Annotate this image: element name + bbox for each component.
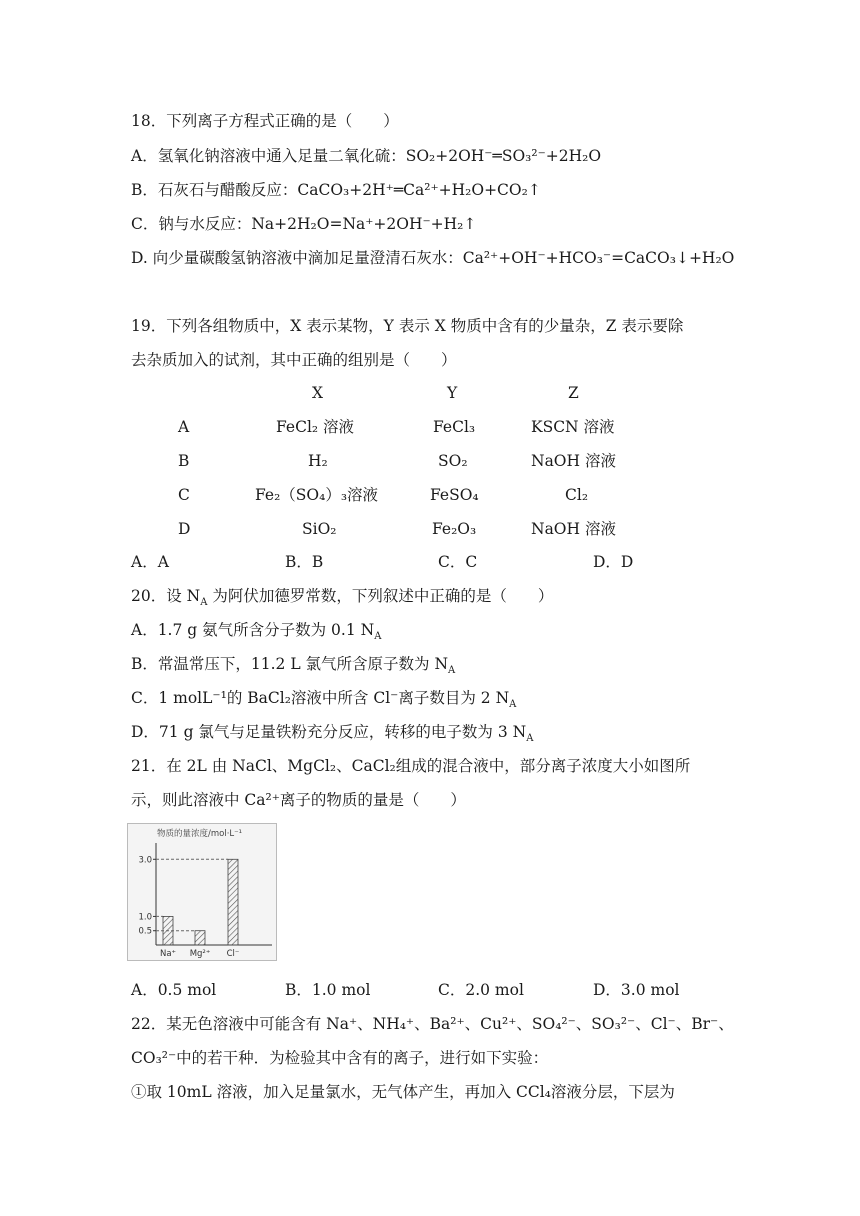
cell-x: H₂ xyxy=(308,452,328,470)
cell-x: Fe₂（SO₄）₃溶液 xyxy=(255,486,379,504)
cell-z: KSCN 溶液 xyxy=(531,418,615,436)
q18-option-d: D. 向少量碳酸氢钠溶液中滴加足量澄清石灰水：Ca²⁺+OH⁻+HCO₃⁻=CaCO₃↓+H₂O xyxy=(131,249,735,267)
row-label: C xyxy=(178,486,190,504)
x-tick-label: Cl⁻ xyxy=(226,949,240,959)
row-label: D xyxy=(178,520,191,538)
table-header-y: Y xyxy=(447,384,458,402)
q21-option-b: B．1.0 mol xyxy=(285,981,371,999)
cell-x: FeCl₂ 溶液 xyxy=(276,418,355,436)
q18-stem: 18．下列离子方程式正确的是（ ） xyxy=(131,112,399,130)
q21-stem-line2: 示，则此溶液中 Ca²⁺离子的物质的量是（ ） xyxy=(131,791,466,809)
q22-line1: 22．某无色溶液中可能含有 Na⁺、NH₄⁺、Ba²⁺、Cu²⁺、SO₄²⁻、SO₃²⁻、Cl⁻、Br⁻、 xyxy=(131,1015,734,1033)
q21-stem-line1: 21．在 2L 由 NaCl、MgCl₂、CaCl₂组成的混合液中，部分离子浓度大小如图所 xyxy=(131,757,691,775)
q19-option-c: C．C xyxy=(438,553,478,571)
q20-option-d: D．71 g 氯气与足量铁粉充分反应，转移的电子数为 3 $N_A$ xyxy=(131,723,534,745)
q19-stem-line2: 去杂质加入的试剂，其中正确的组别是（ ） xyxy=(131,351,457,369)
table-header-x: X xyxy=(312,384,324,402)
q21-option-d: D．3.0 mol xyxy=(593,981,680,999)
x-tick-label: Mg²⁺ xyxy=(189,949,211,959)
y-tick-label: 0.5 xyxy=(138,926,152,937)
q18-option-c: C．钠与水反应：Na+2H₂O=Na⁺+2OH⁻+H₂↑ xyxy=(131,215,477,233)
cell-y: Fe₂O₃ xyxy=(432,520,477,538)
cell-y: SO₂ xyxy=(438,452,468,470)
q20-option-a: A．1.7 g 氨气所含分子数为 0.1 $N_A$ xyxy=(131,621,382,643)
row-label: B xyxy=(178,452,190,470)
cell-y: FeCl₃ xyxy=(433,418,476,436)
table-header-z: Z xyxy=(568,384,579,402)
row-label: A xyxy=(178,418,190,436)
q20-option-c: C．1 molL⁻¹的 BaCl₂溶液中所含 Cl⁻离子数目为 2 $N_A$ xyxy=(131,689,517,711)
q19-option-b: B．B xyxy=(285,553,324,571)
cell-x: SiO₂ xyxy=(302,520,337,538)
y-tick-label: 3.0 xyxy=(138,855,152,866)
cell-z: Cl₂ xyxy=(565,486,589,504)
bar-2 xyxy=(228,859,238,945)
q22-line3: ①取 10mL 溶液，加入足量氯水，无气体产生，再加入 CCl₄溶液分层，下层为 xyxy=(131,1083,675,1101)
x-tick-label: Na⁺ xyxy=(159,949,177,959)
q22-line2: CO₃²⁻中的若干种．为检验其中含有的离子，进行如下实验： xyxy=(131,1049,549,1067)
cell-y: FeSO₄ xyxy=(430,486,479,504)
q19-option-a: A．A xyxy=(131,553,169,571)
q21-option-c: C．2.0 mol xyxy=(438,981,524,999)
concentration-bar-chart xyxy=(127,823,277,961)
cell-z: NaOH 溶液 xyxy=(531,452,616,470)
q20-stem: 20．设 $N_A$ 为阿伏加德罗常数，下列叙述中正确的是（ ） xyxy=(131,587,554,609)
q18-option-a: A．氢氧化钠溶液中通入足量二氧化硫：SO₂+2OH⁻═SO₃²⁻+2H₂O xyxy=(131,147,602,165)
q19-stem-line1: 19．下列各组物质中，X 表示某物，Y 表示 X 物质中含有的少量杂，Z 表示要除 xyxy=(131,317,684,335)
q18-option-b: B．石灰石与醋酸反应：CaCO₃+2H⁺═Ca²⁺+H₂O+CO₂↑ xyxy=(131,181,541,199)
q21-option-a: A．0.5 mol xyxy=(131,981,217,999)
chart-title: 物质的量浓度/mol·L⁻¹ xyxy=(157,829,243,839)
cell-z: NaOH 溶液 xyxy=(531,520,616,538)
y-tick-label: 1.0 xyxy=(138,912,152,923)
q20-option-b: B．常温常压下，11.2 L 氯气所含原子数为 $N_A$ xyxy=(131,655,456,677)
q19-option-d: D．D xyxy=(593,553,634,571)
bar-1 xyxy=(195,931,205,945)
